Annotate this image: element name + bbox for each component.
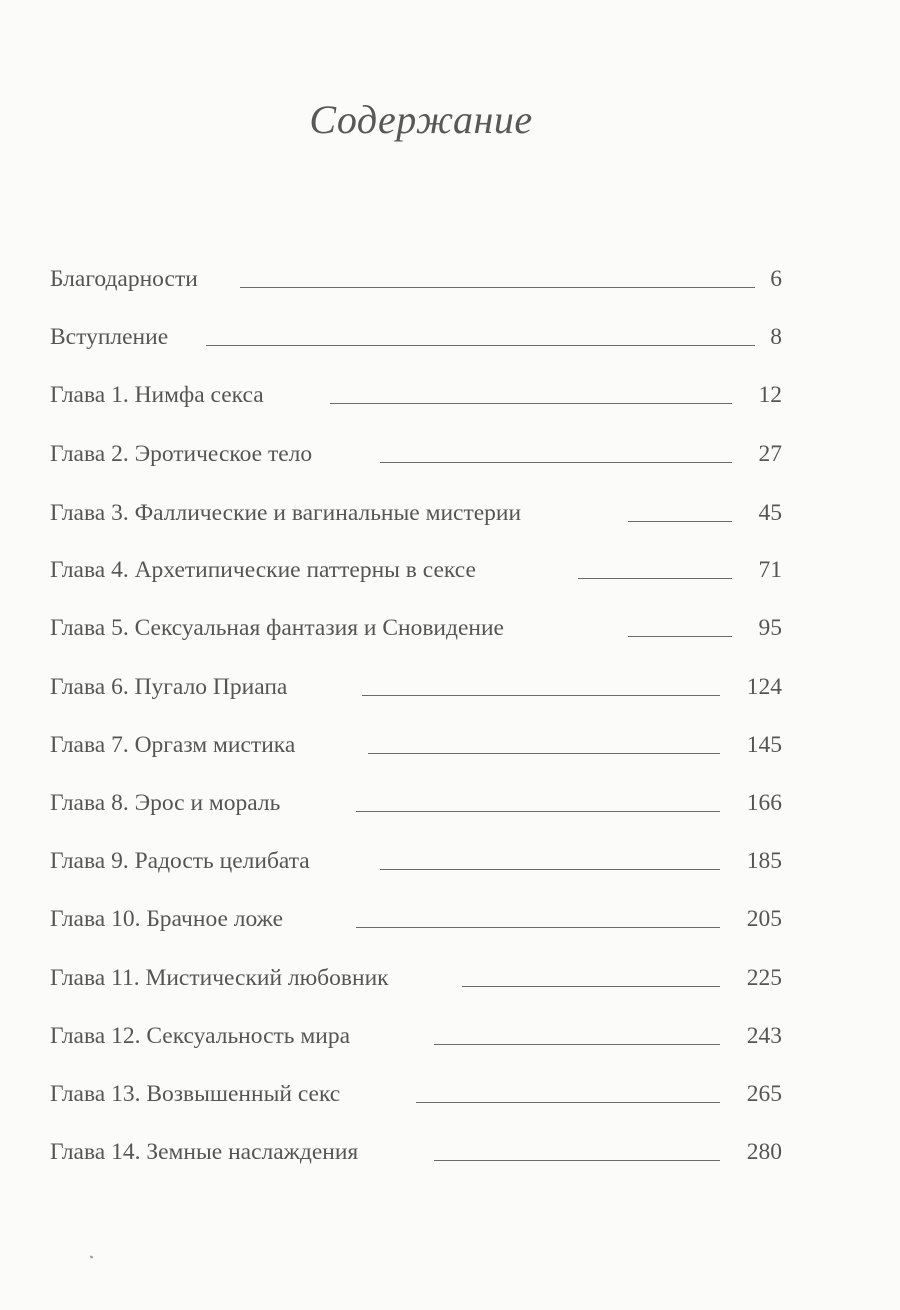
toc-entry-label: Глава 5. Сексуальная фантазия и Сновидение bbox=[50, 615, 504, 641]
toc-entry-leader bbox=[330, 403, 732, 404]
toc-entry-page: 95 bbox=[758, 615, 782, 641]
toc-entry-page: 166 bbox=[746, 790, 782, 816]
toc-entry-label: Глава 10. Брачное ложе bbox=[50, 906, 284, 932]
toc-entry-leader bbox=[356, 811, 720, 812]
toc-entry-label: Глава 6. Пугало Приапа bbox=[50, 674, 288, 700]
toc-entry-leader bbox=[462, 986, 720, 987]
toc-entry-leader bbox=[362, 695, 720, 696]
toc-entry[interactable] bbox=[50, 378, 782, 412]
toc-entry-page: 8 bbox=[770, 324, 782, 350]
toc-entry[interactable] bbox=[50, 1077, 782, 1111]
toc-entry[interactable] bbox=[50, 902, 782, 936]
toc-entry-leader bbox=[368, 753, 720, 754]
toc-entry-label: Глава 3. Фаллические и вагинальные мистерии bbox=[50, 500, 522, 526]
toc-entry-page: 27 bbox=[758, 441, 782, 467]
toc-entry-page: 243 bbox=[746, 1023, 782, 1049]
toc-entry-label: Глава 13. Возвышенный секс bbox=[50, 1081, 341, 1107]
toc-entry-page: 6 bbox=[770, 266, 782, 292]
toc-entry[interactable] bbox=[50, 496, 782, 530]
toc-entry-page: 225 bbox=[746, 965, 782, 991]
toc-entry-leader bbox=[628, 636, 732, 637]
toc-entry-label: Глава 12. Сексуальность мира bbox=[50, 1023, 351, 1049]
toc-entry-page: 124 bbox=[746, 674, 782, 700]
toc-entry-page: 280 bbox=[746, 1139, 782, 1165]
toc-entry-leader bbox=[434, 1160, 720, 1161]
toc-entry[interactable] bbox=[50, 611, 782, 645]
toc-entry[interactable] bbox=[50, 553, 782, 587]
toc-entry[interactable] bbox=[50, 1135, 782, 1169]
toc-entry-leader bbox=[356, 927, 720, 928]
toc-entry-page: 145 bbox=[746, 732, 782, 758]
toc-entry-leader bbox=[380, 869, 720, 870]
toc-entry-leader bbox=[206, 345, 755, 346]
toc-entry-leader bbox=[434, 1044, 720, 1045]
page-title: Содержание bbox=[309, 97, 533, 142]
toc-entry-label: Глава 4. Архетипические паттерны в сексе bbox=[50, 557, 476, 583]
toc-entry-page: 205 bbox=[746, 906, 782, 932]
toc-entry-leader bbox=[416, 1102, 720, 1103]
toc-entry[interactable] bbox=[50, 786, 782, 820]
toc-entry-leader bbox=[628, 521, 732, 522]
toc-entry-page: 185 bbox=[746, 848, 782, 874]
toc-entry-label: Глава 8. Эрос и мораль bbox=[50, 790, 281, 816]
toc-entry-page: 71 bbox=[758, 557, 782, 583]
toc-entry[interactable] bbox=[50, 262, 782, 296]
toc-entry-leader bbox=[578, 578, 732, 579]
toc-entry[interactable] bbox=[50, 728, 782, 762]
toc-entry-leader bbox=[380, 462, 732, 463]
toc-entry[interactable] bbox=[50, 961, 782, 995]
toc-entry-label: Глава 1. Нимфа секса bbox=[50, 382, 264, 408]
toc-entry-label: Глава 7. Оргазм мистика bbox=[50, 732, 296, 758]
toc-entry-label: Глава 14. Земные наслаждения bbox=[50, 1139, 359, 1165]
toc-entry[interactable] bbox=[50, 437, 782, 471]
toc-entry-page: 265 bbox=[746, 1081, 782, 1107]
toc-entry[interactable] bbox=[50, 670, 782, 704]
toc-entry[interactable] bbox=[50, 320, 782, 354]
toc-entry-label: Глава 11. Мистический любовник bbox=[50, 965, 389, 991]
toc-entry-label: Глава 9. Радость целибата bbox=[50, 848, 310, 874]
toc-entry-leader bbox=[240, 287, 755, 288]
toc-entry-label: Благодарности bbox=[50, 266, 198, 292]
toc-entry-page: 45 bbox=[758, 500, 782, 526]
toc-entry-page: 12 bbox=[758, 382, 782, 408]
toc-entry[interactable] bbox=[50, 844, 782, 878]
toc-entry-label: Глава 2. Эротическое тело bbox=[50, 441, 313, 467]
toc-entry-label: Вступление bbox=[50, 324, 169, 350]
toc-entry[interactable] bbox=[50, 1019, 782, 1053]
